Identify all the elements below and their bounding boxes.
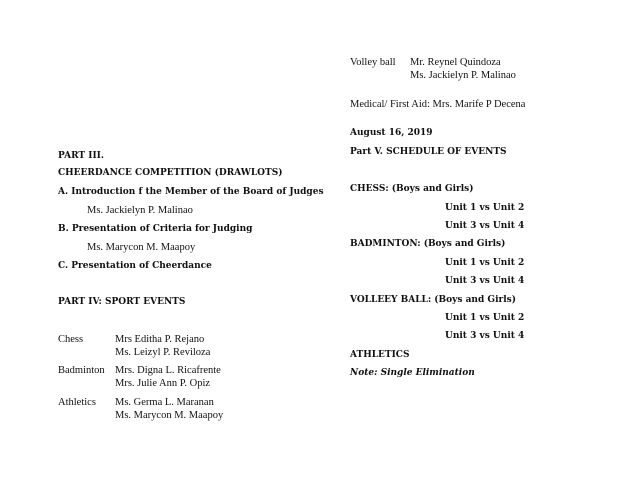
event-chess: [58, 334, 210, 359]
item-a-person: Ms. Jackielyn P. Malinao: [87, 205, 193, 216]
item-b: B. Presentation of Criteria for Judging: [58, 224, 253, 234]
item-b-person: Ms. Marycon M. Maapoy: [87, 242, 196, 253]
event-judge: Ms. Leizyl P. Reviloza: [115, 346, 211, 358]
event-judge: Mrs. Digna L. Ricafrente: [115, 365, 221, 376]
event-judge: Mrs Editha P. Rejano: [115, 334, 205, 345]
medical-first-aid: Medical/ First Aid: Mrs. Marife P Decena: [350, 99, 526, 110]
event-label: Volley ball: [350, 57, 396, 68]
event-badminton: [58, 365, 221, 390]
volleyball-schedule-title: VOLLEEY BALL: (Boys and Girls): [350, 295, 516, 305]
part3-title: PART III.: [58, 151, 105, 161]
badminton-match: Unit 3 vs Unit 4: [445, 276, 525, 286]
volleyball-match: Unit 3 vs Unit 4: [445, 331, 525, 341]
part5-title: Part V. SCHEDULE OF EVENTS: [350, 147, 507, 157]
event-label: Badminton: [58, 365, 105, 376]
event-judge: Ms. Marycon M. Maapoy: [115, 409, 224, 421]
event-date: August 16, 2019: [350, 128, 433, 138]
volleyball-match: Unit 1 vs Unit 2: [445, 313, 525, 323]
event-judge: Mr. Reynel Quindoza: [410, 57, 501, 68]
event-label: Chess: [58, 334, 84, 345]
event-label: Athletics: [58, 397, 96, 408]
event-judge: Ms. Germa L. Maranan: [115, 397, 214, 408]
item-c: C. Presentation of Cheerdance: [58, 261, 212, 271]
chess-schedule-title: CHESS: (Boys and Girls): [350, 184, 474, 194]
badminton-match: Unit 1 vs Unit 2: [445, 258, 525, 268]
elimination-note: Note: Single Elimination: [350, 368, 475, 378]
badminton-schedule-title: BADMINTON: (Boys and Girls): [350, 239, 506, 249]
athletics-schedule-title: ATHLETICS: [350, 350, 410, 360]
item-a: A. Introduction f the Member of the Board of Judges: [58, 187, 324, 197]
cheerdance-title: CHEERDANCE COMPETITION (DRAWLOTS): [58, 168, 283, 178]
event-athletics: [58, 397, 223, 422]
event-judge: Mrs. Julie Ann P. Opiz: [115, 377, 211, 389]
chess-match: Unit 1 vs Unit 2: [445, 203, 525, 213]
part4-title: PART IV: SPORT EVENTS: [58, 297, 186, 307]
chess-match: Unit 3 vs Unit 4: [445, 221, 525, 231]
event-judge: Ms. Jackielyn P. Malinao: [410, 69, 516, 81]
event-volleyball: [350, 57, 516, 82]
